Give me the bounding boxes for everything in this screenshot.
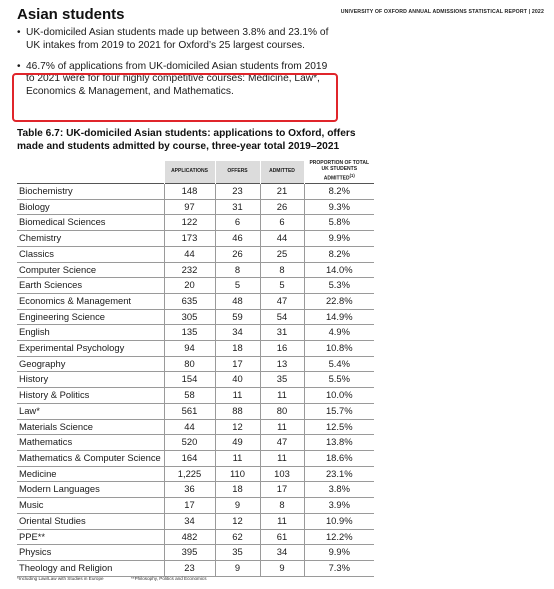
applications-cell: 44	[164, 419, 215, 435]
table-row	[17, 388, 374, 404]
course-cell: Physics	[17, 545, 164, 561]
table-row	[17, 325, 374, 341]
admitted-cell: 11	[260, 388, 304, 404]
table-row	[17, 513, 374, 529]
proportion-cell: 15.7%	[304, 403, 374, 419]
applications-cell: 135	[164, 325, 215, 341]
course-cell: Earth Sciences	[17, 278, 164, 294]
course-cell: Experimental Psychology	[17, 341, 164, 357]
course-cell: Chemistry	[17, 231, 164, 247]
course-cell: Oriental Studies	[17, 513, 164, 529]
course-cell: Biochemistry	[17, 184, 164, 200]
table-row	[17, 498, 374, 514]
offers-cell: 62	[215, 529, 260, 545]
applications-cell: 20	[164, 278, 215, 294]
table-row	[17, 419, 374, 435]
proportion-cell: 12.5%	[304, 419, 374, 435]
course-cell: English	[17, 325, 164, 341]
admitted-cell: 54	[260, 309, 304, 325]
offers-cell: 6	[215, 215, 260, 231]
applications-cell: 80	[164, 356, 215, 372]
header-proportion	[304, 161, 374, 184]
table-row	[17, 341, 374, 357]
table-row	[17, 482, 374, 498]
table-row	[17, 451, 374, 467]
admitted-cell: 17	[260, 482, 304, 498]
proportion-cell: 3.8%	[304, 482, 374, 498]
applications-cell: 58	[164, 388, 215, 404]
applications-cell: 232	[164, 262, 215, 278]
admitted-cell: 103	[260, 466, 304, 482]
applications-cell: 173	[164, 231, 215, 247]
course-cell: Biomedical Sciences	[17, 215, 164, 231]
proportion-cell: 5.5%	[304, 372, 374, 388]
proportion-cell: 12.2%	[304, 529, 374, 545]
course-cell: Economics & Management	[17, 293, 164, 309]
admitted-cell: 6	[260, 215, 304, 231]
table-row	[17, 356, 374, 372]
applications-cell: 34	[164, 513, 215, 529]
admitted-cell: 8	[260, 262, 304, 278]
table-row	[17, 309, 374, 325]
offers-cell: 12	[215, 513, 260, 529]
header-course	[17, 161, 164, 184]
admitted-cell: 26	[260, 199, 304, 215]
applications-cell: 148	[164, 184, 215, 200]
proportion-cell: 18.6%	[304, 451, 374, 467]
admitted-cell: 80	[260, 403, 304, 419]
bullet-competitive-courses: • 46.7% of applications from UK-domiciled Asian students from 2019 to 2021 were for four highly competitive courses: Medicine, Law*, Economics & Management, and Mathematics.	[17, 61, 337, 99]
proportion-cell: 10.9%	[304, 513, 374, 529]
proportion-cell: 5.4%	[304, 356, 374, 372]
applications-cell: 122	[164, 215, 215, 231]
offers-cell: 59	[215, 309, 260, 325]
applications-cell: 36	[164, 482, 215, 498]
proportion-cell: 7.3%	[304, 560, 374, 576]
table-row	[17, 403, 374, 419]
course-cell: Classics	[17, 246, 164, 262]
bullet-intake-range: • UK-domiciled Asian students made up between 3.8% and 23.1% of UK intakes from 2019 to 2021 for Oxford’s 25 largest courses.	[17, 27, 337, 53]
admitted-cell: 11	[260, 451, 304, 467]
applications-cell: 395	[164, 545, 215, 561]
offers-cell: 12	[215, 419, 260, 435]
offers-cell: 23	[215, 184, 260, 200]
course-cell: Modern Languages	[17, 482, 164, 498]
course-cell: Mathematics	[17, 435, 164, 451]
proportion-cell: 23.1%	[304, 466, 374, 482]
applications-cell: 305	[164, 309, 215, 325]
offers-cell: 31	[215, 199, 260, 215]
table-row	[17, 215, 374, 231]
table-row	[17, 560, 374, 576]
proportion-cell: 10.8%	[304, 341, 374, 357]
proportion-cell: 9.9%	[304, 231, 374, 247]
offers-cell: 9	[215, 560, 260, 576]
table-row	[17, 372, 374, 388]
proportion-cell: 9.3%	[304, 199, 374, 215]
report-header: UNIVERSITY OF OXFORD ANNUAL ADMISSIONS STATISTICAL REPORT | 2022	[340, 9, 544, 15]
header-admitted: ADMITTED	[260, 161, 304, 184]
course-cell: Geography	[17, 356, 164, 372]
course-cell: Law*	[17, 403, 164, 419]
table-caption: Table 6.7: UK-domiciled Asian students: applications to Oxford, offers made and students admitted by course, three-year total 2019–2021	[17, 128, 356, 152]
table-row	[17, 466, 374, 482]
offers-cell: 11	[215, 451, 260, 467]
admitted-cell: 13	[260, 356, 304, 372]
admitted-cell: 16	[260, 341, 304, 357]
offers-cell: 35	[215, 545, 260, 561]
proportion-cell: 5.3%	[304, 278, 374, 294]
admitted-cell: 25	[260, 246, 304, 262]
offers-cell: 49	[215, 435, 260, 451]
admitted-cell: 47	[260, 435, 304, 451]
offers-cell: 110	[215, 466, 260, 482]
table-row	[17, 199, 374, 215]
proportion-cell: 14.9%	[304, 309, 374, 325]
offers-cell: 34	[215, 325, 260, 341]
applications-cell: 23	[164, 560, 215, 576]
course-cell: Materials Science	[17, 419, 164, 435]
applications-cell: 94	[164, 341, 215, 357]
footnote-ppe: **Philosophy, Politics and Economics	[131, 576, 207, 581]
footnote-law: *Including Law/Law with Studies in Europe	[17, 576, 104, 581]
proportion-cell: 10.0%	[304, 388, 374, 404]
admitted-cell: 21	[260, 184, 304, 200]
course-cell: Medicine	[17, 466, 164, 482]
course-cell: Mathematics & Computer Science	[17, 451, 164, 467]
header-proportion-label: PROPORTION OF TOTAL UK STUDENTS ADMITTED	[309, 160, 370, 182]
offers-cell: 18	[215, 482, 260, 498]
applications-cell: 635	[164, 293, 215, 309]
header-offers: OFFERS	[215, 161, 260, 184]
table-row	[17, 262, 374, 278]
offers-cell: 8	[215, 262, 260, 278]
proportion-cell: 8.2%	[304, 246, 374, 262]
offers-cell: 9	[215, 498, 260, 514]
admitted-cell: 44	[260, 231, 304, 247]
proportion-cell: 13.8%	[304, 435, 374, 451]
course-cell: Engineering Science	[17, 309, 164, 325]
header-proportion-note: (1)	[349, 172, 355, 178]
proportion-cell: 5.8%	[304, 215, 374, 231]
table-header-row	[17, 161, 374, 184]
admitted-cell: 47	[260, 293, 304, 309]
proportion-cell: 22.8%	[304, 293, 374, 309]
red-highlight-box	[12, 73, 338, 122]
table-row	[17, 293, 374, 309]
table-row	[17, 435, 374, 451]
header-applications: APPLICATIONS	[164, 161, 215, 184]
admitted-cell: 9	[260, 560, 304, 576]
applications-cell: 561	[164, 403, 215, 419]
course-cell: History & Politics	[17, 388, 164, 404]
section-title: Asian students	[17, 6, 125, 23]
offers-cell: 46	[215, 231, 260, 247]
applications-cell: 1,225	[164, 466, 215, 482]
table-row	[17, 529, 374, 545]
course-cell: Theology and Religion	[17, 560, 164, 576]
course-cell: History	[17, 372, 164, 388]
admitted-cell: 61	[260, 529, 304, 545]
applications-cell: 154	[164, 372, 215, 388]
admitted-cell: 11	[260, 513, 304, 529]
proportion-cell: 8.2%	[304, 184, 374, 200]
offers-cell: 17	[215, 356, 260, 372]
table-row	[17, 278, 374, 294]
course-cell: Biology	[17, 199, 164, 215]
offers-cell: 18	[215, 341, 260, 357]
applications-cell: 17	[164, 498, 215, 514]
admitted-cell: 8	[260, 498, 304, 514]
applications-cell: 164	[164, 451, 215, 467]
admissions-table	[17, 161, 374, 577]
proportion-cell: 9.9%	[304, 545, 374, 561]
applications-cell: 44	[164, 246, 215, 262]
course-cell: Computer Science	[17, 262, 164, 278]
applications-cell: 520	[164, 435, 215, 451]
course-cell: PPE**	[17, 529, 164, 545]
admitted-cell: 31	[260, 325, 304, 341]
table-body	[17, 184, 374, 577]
proportion-cell: 3.9%	[304, 498, 374, 514]
table-row	[17, 231, 374, 247]
course-cell: Music	[17, 498, 164, 514]
proportion-cell: 14.0%	[304, 262, 374, 278]
applications-cell: 97	[164, 199, 215, 215]
admitted-cell: 11	[260, 419, 304, 435]
offers-cell: 5	[215, 278, 260, 294]
offers-cell: 48	[215, 293, 260, 309]
table-row	[17, 184, 374, 200]
admitted-cell: 35	[260, 372, 304, 388]
offers-cell: 40	[215, 372, 260, 388]
offers-cell: 88	[215, 403, 260, 419]
applications-cell: 482	[164, 529, 215, 545]
table-row	[17, 545, 374, 561]
offers-cell: 26	[215, 246, 260, 262]
admitted-cell: 5	[260, 278, 304, 294]
table-row	[17, 246, 374, 262]
admitted-cell: 34	[260, 545, 304, 561]
offers-cell: 11	[215, 388, 260, 404]
proportion-cell: 4.9%	[304, 325, 374, 341]
